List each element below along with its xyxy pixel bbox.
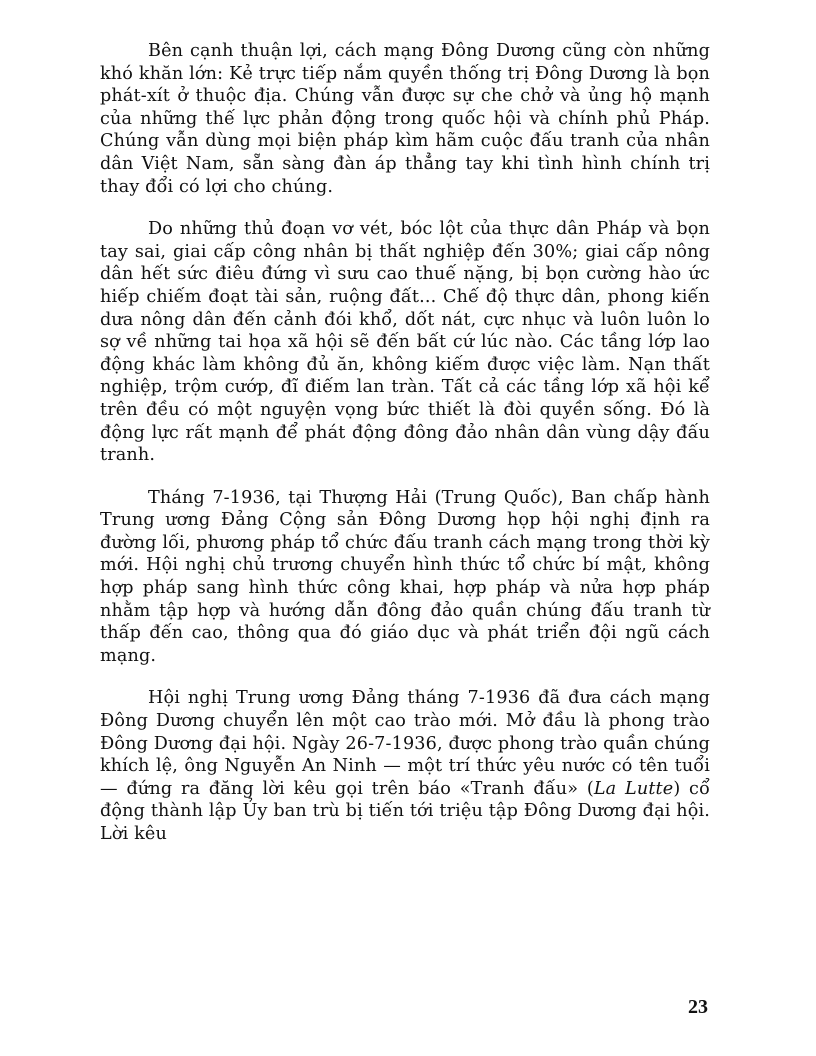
newspaper-name-la-lutte: La Lutte: [593, 778, 674, 799]
paragraph-conference-july-1936: Tháng 7-1936, tại Thượng Hải (Trung Quốc), Ban chấp hành Trung ương Đảng Cộng sản Đông Dương họp hội nghị định ra đường lối, phương pháp tổ chức đấu tranh cách mạng trong thời kỳ mới. Hội nghị chủ trương chuyển hình thức tổ chức bí mật, không hợp pháp sang hình thức công khai, hợp pháp và nửa hợp pháp nhằm tập hợp và hướng dẫn đông đảo quần chúng đấu tranh từ thấp đến cao, thông qua đó giáo dục và phát triển đội ngũ cách mạng.: [100, 487, 710, 666]
paragraph-difficulties: Bên cạnh thuận lợi, cách mạng Đông Dương cũng còn những khó khăn lớn: Kẻ trực tiếp nắm quyền thống trị Đông Dương là bọn phát-xít ở thuộc địa. Chúng vẫn được sự che chở và ủng hộ mạnh của những thế lực phản động trong quốc hội và chính phủ Pháp. Chúng vẫn dùng mọi biện pháp kìm hãm cuộc đấu tranh của nhân dân Việt Nam, sẵn sàng đàn áp thẳng tay khi tình hình chính trị thay đổi có lợi cho chúng.: [100, 41, 710, 197]
paragraph-text-start: Hội nghị Trung ương Đảng tháng 7-1936 đã đưa cách mạng Đông Dương chuyển lên một cao trào mới. Mở đầu là phong trào Đông Dương đại hội. Ngày 26-7-1936, được phong trào quần chúng khích lệ, ông Nguyễn An Ninh — một trí thức yêu nước có tên tuổi — đứng ra đăng lời kêu gọi trên báo «Tranh đấu» (: [100, 688, 710, 799]
paragraph-exploitation: Do những thủ đoạn vơ vét, bóc lột của thực dân Pháp và bọn tay sai, giai cấp công nhân bị thất nghiệp đến 30%; giai cấp nông dân hết sức điêu đứng vì sưu cao thuế nặng, bị bọn cường hào ức hiếp chiếm đoạt tài sản, ruộng đất... Chế độ thực dân, phong kiến dưa nông dân đến cảnh đói khổ, dốt nát, cực nhục và luôn luôn lo sợ về những tai họa xã hội sẽ đến bất cứ lúc nào. Các tầng lớp lao động khác làm không đủ ăn, không kiếm được việc làm. Nạn thất nghiệp, trộm cướp, đĩ điếm lan tràn. Tất cả các tầng lớp xã hội kể trên đều có một nguyện vọng bức thiết là đòi quyền sống. Đó là động lực rất mạnh để phát động đông đảo nhân dân vùng dậy đấu tranh.: [100, 219, 710, 466]
book-page: [100, 40, 710, 866]
page-number: 23: [688, 996, 708, 1018]
paragraph-indochina-congress: [100, 687, 710, 845]
paragraph-text-end: ) cổ động thành lập Ủy ban trù bị tiến tới triệu tập Đông Dương đại hội. Lời kêu: [100, 778, 710, 844]
